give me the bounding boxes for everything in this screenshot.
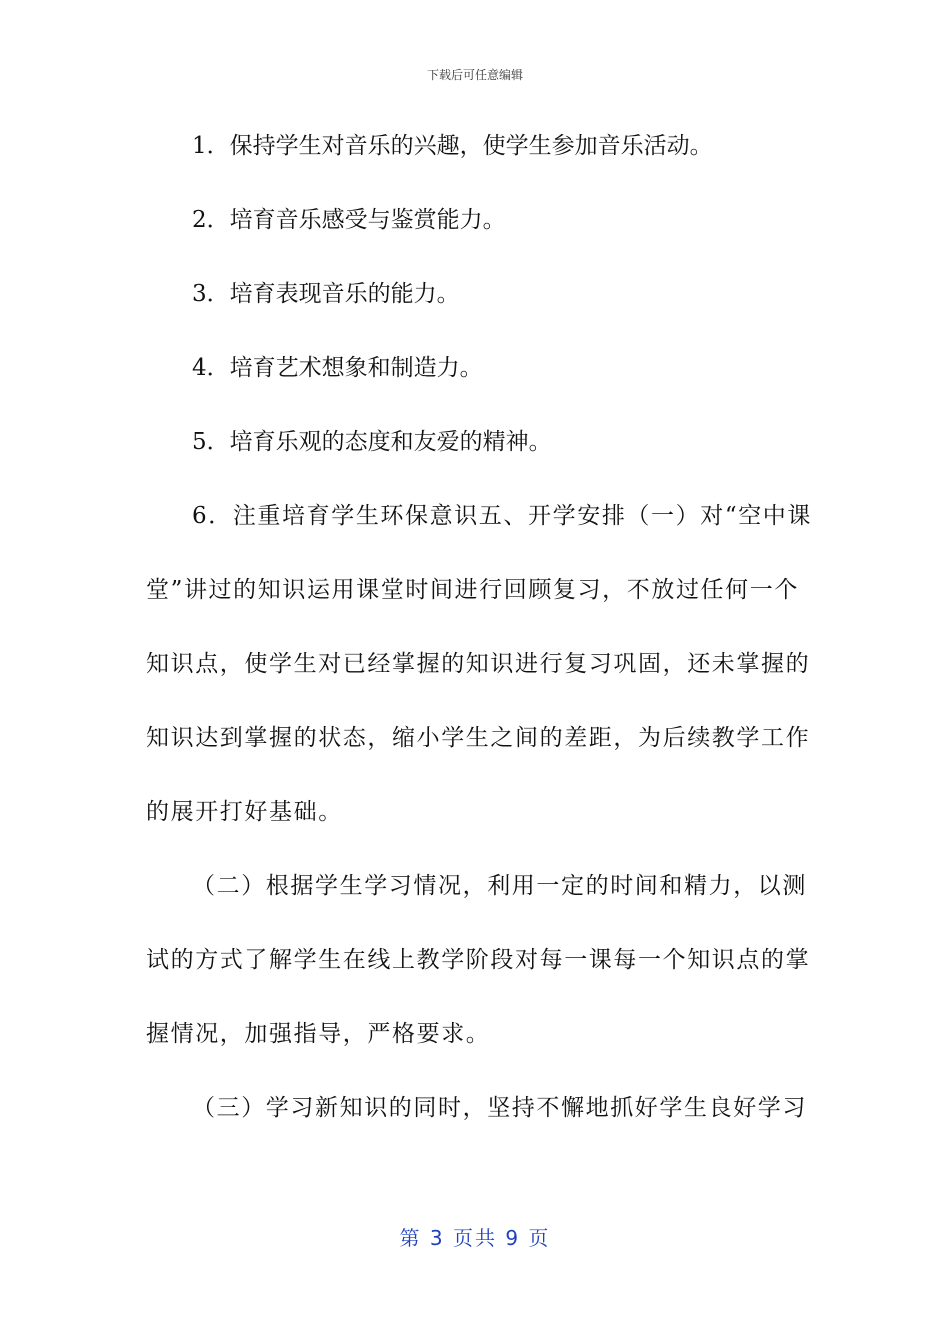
page-header: 下载后可任意编辑 <box>426 68 523 82</box>
page-number-footer: 第 3 页共 9 页 <box>399 1226 551 1250</box>
document-body <box>146 128 812 1164</box>
paragraph-line: 的展开打好基础。 <box>146 799 343 825</box>
list-item-4: 4．培育艺术想象和制造力。 <box>192 355 483 381</box>
list-item-1: 1．保持学生对音乐的兴趣，使学生参加音乐活动。 <box>192 133 713 159</box>
list-item-5: 5．培育乐观的态度和友爱的精神。 <box>192 429 552 455</box>
paragraph-line: （二）根据学生学习情况，利用一定的时间和精力，以测 <box>192 873 807 899</box>
paragraph-line: 堂”讲过的知识运用课堂时间进行回顾复习，不放过任何一个 <box>146 577 799 603</box>
list-item-3: 3．培育表现音乐的能力。 <box>192 281 460 307</box>
paragraph-line: 试的方式了解学生在线上教学阶段对每一课每一个知识点的掌 <box>146 947 811 973</box>
paragraph-section-3 <box>146 1090 806 1127</box>
paragraph-line: 握情况，加强指导，严格要求。 <box>146 1021 491 1047</box>
list-item-2: 2．培育音乐感受与鉴赏能力。 <box>192 207 506 233</box>
paragraph-section-2 <box>146 868 811 1053</box>
paragraph-item-6 <box>146 498 812 831</box>
paragraph-line: 6．注重培育学生环保意识五、开学安排（一）对“空中课 <box>192 503 812 529</box>
paragraph-line: （三）学习新知识的同时，坚持不懈地抓好学生良好学习 <box>192 1095 807 1121</box>
paragraph-line: 知识点，使学生对已经掌握的知识进行复习巩固，还未掌握的 <box>146 651 811 677</box>
paragraph-line: 知识达到掌握的状态，缩小学生之间的差距，为后续教学工作 <box>146 725 811 751</box>
